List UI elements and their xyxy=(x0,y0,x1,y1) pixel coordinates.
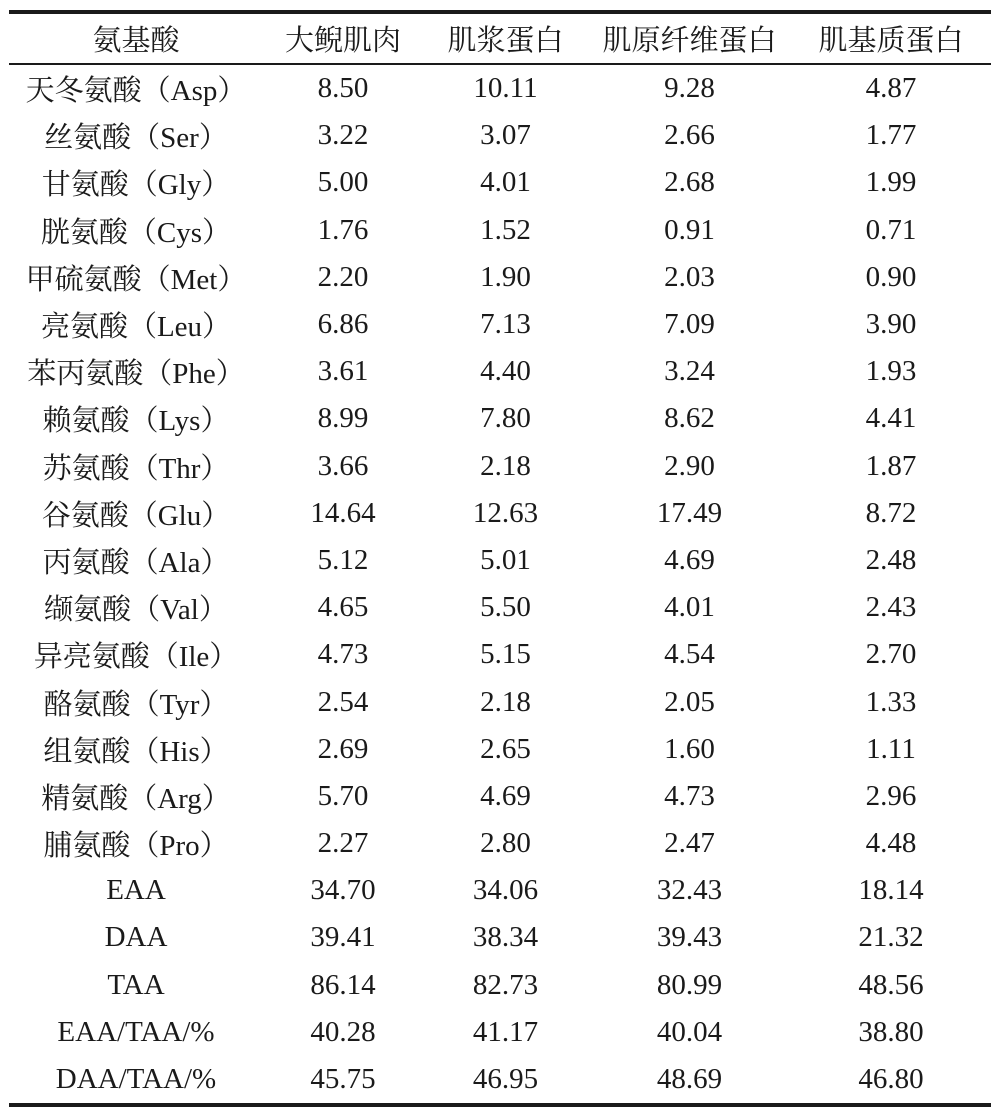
cell-amino-acid: 甘氨酸（Gly） xyxy=(41,169,231,202)
cell-stromal: 4.87 xyxy=(865,72,917,105)
cell-muscle: 2.54 xyxy=(317,685,369,718)
cell-muscle: 4.73 xyxy=(317,638,369,671)
cell-myofibrillar: 0.91 xyxy=(664,213,715,246)
cell-sarcoplasmic: 2.18 xyxy=(480,685,531,718)
cell-muscle: 3.66 xyxy=(317,449,369,482)
table-row xyxy=(9,726,991,773)
cell-muscle: 34.70 xyxy=(310,874,376,907)
cell-myofibrillar: 4.69 xyxy=(664,543,715,576)
cell-myofibrillar: 80.99 xyxy=(656,968,723,1001)
cell-myofibrillar: 3.24 xyxy=(664,355,715,388)
cell-stromal: 18.14 xyxy=(858,874,924,907)
table-header xyxy=(9,12,991,64)
cell-sarcoplasmic: 1.90 xyxy=(480,260,531,293)
cell-sarcoplasmic: 4.40 xyxy=(480,355,531,388)
table-row xyxy=(9,1009,991,1056)
cell-stromal: 38.80 xyxy=(858,1015,924,1048)
cell-myofibrillar: 2.66 xyxy=(664,119,715,152)
cell-sarcoplasmic: 2.18 xyxy=(480,449,531,482)
cell-muscle: 3.61 xyxy=(317,355,369,388)
cell-amino-acid: 丙氨酸（Ala） xyxy=(42,546,230,579)
cell-myofibrillar: 48.69 xyxy=(656,1063,723,1096)
cell-stromal: 2.96 xyxy=(865,779,917,812)
cell-amino-acid: 赖氨酸（Lys） xyxy=(42,405,230,438)
table-row xyxy=(9,443,991,490)
cell-sarcoplasmic: 5.50 xyxy=(480,591,531,624)
cell-amino-acid: 苯丙氨酸（Phe） xyxy=(27,358,245,391)
cell-stromal: 1.99 xyxy=(865,166,917,199)
cell-stromal: 2.43 xyxy=(865,591,917,624)
cell-stromal: 2.70 xyxy=(865,638,917,671)
cell-myofibrillar: 39.43 xyxy=(656,921,723,954)
cell-muscle: 45.75 xyxy=(310,1063,376,1096)
header-row xyxy=(9,12,991,64)
cell-myofibrillar: 4.73 xyxy=(664,779,715,812)
table-row xyxy=(9,159,991,206)
cell-amino-acid: 胱氨酸（Cys） xyxy=(40,216,232,249)
cell-stromal: 3.90 xyxy=(865,308,917,341)
table-row xyxy=(9,1056,991,1105)
cell-amino-acid: 苏氨酸（Thr） xyxy=(42,452,230,485)
cell-myofibrillar: 1.60 xyxy=(664,732,715,765)
cell-amino-acid: 精氨酸（Arg） xyxy=(41,782,231,815)
cell-amino-acid: 亮氨酸（Leu） xyxy=(40,311,232,344)
cell-muscle: 5.00 xyxy=(317,166,369,199)
header-sarcoplasmic-protein: 肌浆蛋白 xyxy=(447,25,564,57)
cell-stromal: 4.48 xyxy=(865,827,917,860)
cell-stromal: 4.41 xyxy=(865,402,917,435)
cell-sarcoplasmic: 3.07 xyxy=(480,119,531,152)
cell-sarcoplasmic: 38.34 xyxy=(472,921,539,954)
cell-muscle: 1.76 xyxy=(317,213,369,246)
cell-muscle: 5.12 xyxy=(317,543,369,576)
cell-stromal: 8.72 xyxy=(865,496,917,529)
cell-amino-acid: 天冬氨酸（Asp） xyxy=(25,75,247,108)
table-row xyxy=(9,490,991,537)
cell-sarcoplasmic: 1.52 xyxy=(480,213,531,246)
cell-muscle: 6.86 xyxy=(317,308,369,341)
cell-stromal: 48.56 xyxy=(858,968,924,1001)
cell-muscle: 8.50 xyxy=(317,72,369,105)
table-row xyxy=(9,112,991,159)
cell-sarcoplasmic: 5.01 xyxy=(480,543,531,576)
table-row xyxy=(9,254,991,301)
table-row xyxy=(9,773,991,820)
cell-amino-acid: 谷氨酸（Glu） xyxy=(41,499,231,532)
table-row xyxy=(9,64,991,112)
cell-myofibrillar: 40.04 xyxy=(656,1015,723,1048)
cell-sarcoplasmic: 82.73 xyxy=(472,968,539,1001)
cell-myofibrillar: 4.01 xyxy=(664,591,715,624)
cell-myofibrillar: 2.05 xyxy=(664,685,715,718)
cell-stromal: 0.71 xyxy=(865,213,917,246)
cell-muscle: 40.28 xyxy=(310,1015,376,1048)
cell-sarcoplasmic: 2.65 xyxy=(480,732,531,765)
cell-sarcoplasmic: 12.63 xyxy=(472,496,539,529)
cell-muscle: 2.20 xyxy=(317,260,369,293)
cell-sarcoplasmic: 2.80 xyxy=(480,827,531,860)
cell-myofibrillar: 2.68 xyxy=(664,166,715,199)
table-row xyxy=(9,678,991,725)
table-row xyxy=(9,631,991,678)
cell-myofibrillar: 4.54 xyxy=(664,638,715,671)
cell-myofibrillar: 8.62 xyxy=(664,402,715,435)
cell-amino-acid: 甲硫氨酸（Met） xyxy=(25,263,247,296)
cell-amino-acid: DAA/TAA/% xyxy=(55,1063,217,1096)
cell-sarcoplasmic: 46.95 xyxy=(472,1063,539,1096)
cell-myofibrillar: 7.09 xyxy=(664,308,715,341)
header-amino-acid: 氨基酸 xyxy=(92,25,180,57)
cell-amino-acid: 脯氨酸（Pro） xyxy=(43,830,229,863)
cell-sarcoplasmic: 34.06 xyxy=(472,874,539,907)
table-row xyxy=(9,584,991,631)
cell-sarcoplasmic: 41.17 xyxy=(472,1015,539,1048)
table-row xyxy=(9,207,991,254)
cell-amino-acid: EAA xyxy=(106,874,166,907)
cell-muscle: 3.22 xyxy=(317,119,369,152)
cell-muscle: 8.99 xyxy=(317,402,369,435)
cell-sarcoplasmic: 7.13 xyxy=(480,308,531,341)
cell-myofibrillar: 2.47 xyxy=(664,827,715,860)
cell-myofibrillar: 17.49 xyxy=(656,496,723,529)
header-stromal-protein: 肌基质蛋白 xyxy=(818,25,964,57)
table-row xyxy=(9,348,991,395)
cell-muscle: 86.14 xyxy=(310,968,376,1001)
cell-sarcoplasmic: 4.69 xyxy=(480,779,531,812)
cell-muscle: 2.69 xyxy=(317,732,369,765)
cell-myofibrillar: 32.43 xyxy=(656,874,723,907)
cell-sarcoplasmic: 10.11 xyxy=(473,72,538,105)
table-row xyxy=(9,867,991,914)
cell-amino-acid: EAA/TAA/% xyxy=(57,1015,215,1048)
header-myofibrillar-protein: 肌原纤维蛋白 xyxy=(602,25,777,57)
cell-muscle: 39.41 xyxy=(310,921,376,954)
cell-stromal: 21.32 xyxy=(858,921,924,954)
cell-sarcoplasmic: 5.15 xyxy=(480,638,531,671)
cell-stromal: 1.87 xyxy=(865,449,917,482)
cell-stromal: 1.11 xyxy=(866,732,916,765)
amino-acid-table xyxy=(9,10,991,1107)
cell-sarcoplasmic: 4.01 xyxy=(480,166,531,199)
table-row xyxy=(9,395,991,442)
cell-stromal: 46.80 xyxy=(858,1063,924,1096)
cell-amino-acid: 丝氨酸（Ser） xyxy=(44,122,228,155)
cell-myofibrillar: 2.90 xyxy=(664,449,715,482)
cell-muscle: 4.65 xyxy=(317,591,369,624)
cell-stromal: 2.48 xyxy=(865,543,917,576)
cell-amino-acid: 组氨酸（His） xyxy=(43,735,229,768)
header-muscle: 大鲵肌肉 xyxy=(284,25,401,57)
table-row xyxy=(9,537,991,584)
cell-stromal: 0.90 xyxy=(865,260,917,293)
cell-sarcoplasmic: 7.80 xyxy=(480,402,531,435)
cell-amino-acid: 酪氨酸（Tyr） xyxy=(43,688,229,721)
cell-amino-acid: DAA xyxy=(104,921,168,954)
table-row xyxy=(9,962,991,1009)
table-row xyxy=(9,301,991,348)
cell-muscle: 14.64 xyxy=(310,496,376,529)
table-row xyxy=(9,914,991,961)
cell-amino-acid: 缬氨酸（Val） xyxy=(44,594,228,627)
cell-stromal: 1.93 xyxy=(865,355,917,388)
table-body xyxy=(9,64,991,1105)
cell-stromal: 1.77 xyxy=(865,119,917,152)
cell-stromal: 1.33 xyxy=(865,685,917,718)
cell-amino-acid: 异亮氨酸（Ile） xyxy=(33,641,239,674)
cell-amino-acid: TAA xyxy=(107,968,165,1001)
table-row xyxy=(9,820,991,867)
cell-muscle: 5.70 xyxy=(317,779,369,812)
cell-myofibrillar: 2.03 xyxy=(664,260,715,293)
cell-myofibrillar: 9.28 xyxy=(664,72,715,105)
cell-muscle: 2.27 xyxy=(317,827,369,860)
